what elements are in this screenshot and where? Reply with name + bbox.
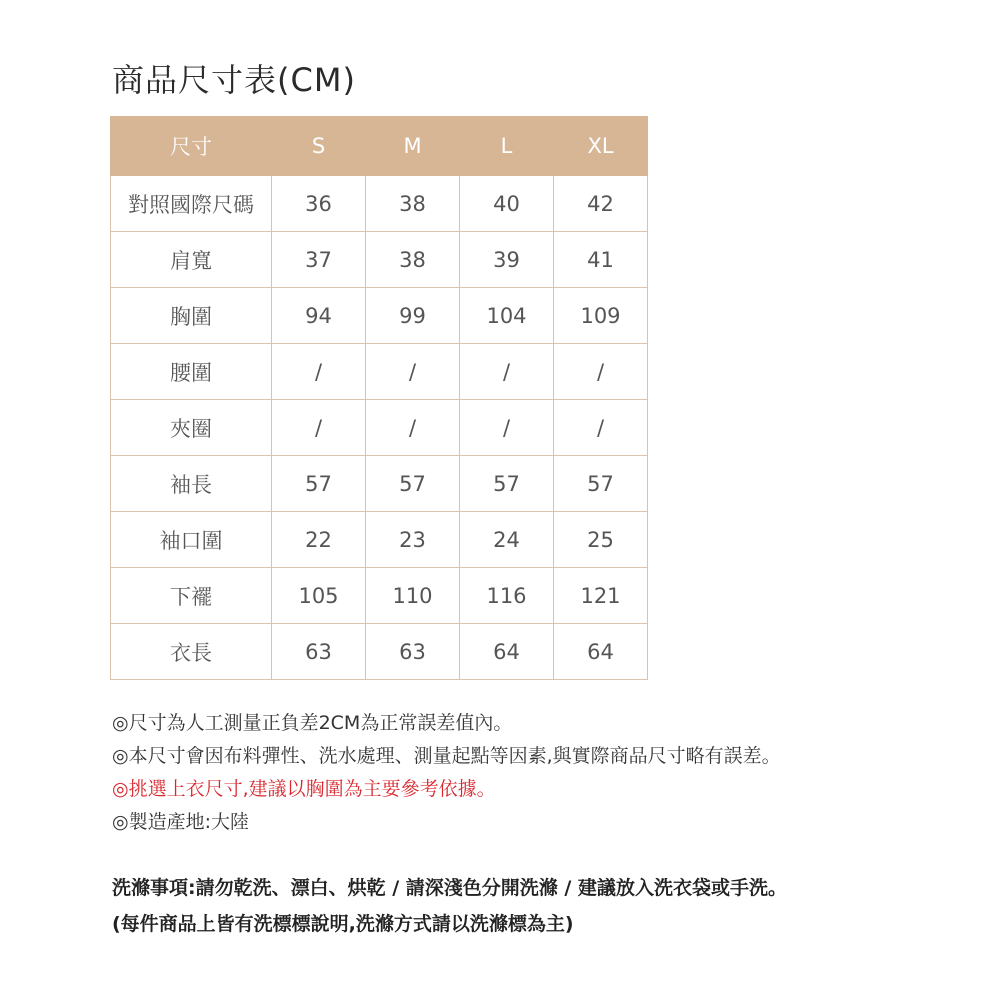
table-cell: 109 (554, 288, 648, 344)
table-row (111, 288, 648, 344)
note-origin: ◎製造產地:大陸 (112, 811, 249, 833)
table-cell: 64 (460, 624, 554, 680)
table-cell: / (460, 400, 554, 456)
table-row (111, 456, 648, 512)
table-cell: 57 (366, 456, 460, 512)
header-cell-size: 尺寸 (111, 117, 272, 176)
row-label: 袖口圍 (111, 512, 272, 568)
table-row (111, 232, 648, 288)
table-cell: 23 (366, 512, 460, 568)
table-cell: 94 (272, 288, 366, 344)
table-cell: 39 (460, 232, 554, 288)
header-cell-xl: XL (554, 117, 648, 176)
table-cell: / (366, 344, 460, 400)
table-cell: 40 (460, 176, 554, 232)
header-cell-l: L (460, 117, 554, 176)
table-header-row (111, 117, 648, 176)
note-size-variance: ◎本尺寸會因布料彈性、洗水處理、測量起點等因素,與實際商品尺寸略有誤差。 (112, 745, 781, 767)
table-row (111, 400, 648, 456)
note-measurement-tolerance: ◎尺寸為人工測量正負差2CM為正常誤差值內。 (112, 712, 513, 734)
table-cell: / (554, 400, 648, 456)
table-cell: 42 (554, 176, 648, 232)
care-instructions (112, 870, 992, 942)
table-cell: 121 (554, 568, 648, 624)
table-cell: 57 (554, 456, 648, 512)
table-cell: 38 (366, 176, 460, 232)
note-size-selection: ◎挑選上衣尺寸,建議以胸圍為主要參考依據。 (112, 778, 496, 800)
table-cell: 25 (554, 512, 648, 568)
table-cell: 38 (366, 232, 460, 288)
table-cell: 116 (460, 568, 554, 624)
row-label: 腰圍 (111, 344, 272, 400)
table-cell: / (460, 344, 554, 400)
table-cell: 41 (554, 232, 648, 288)
table-cell: 105 (272, 568, 366, 624)
table-row (111, 568, 648, 624)
care-line-note: (每件商品上皆有洗標標說明,洗滌方式請以洗滌標為主) (112, 913, 574, 935)
table-cell: 64 (554, 624, 648, 680)
table-cell: 63 (272, 624, 366, 680)
table-cell: 22 (272, 512, 366, 568)
table-cell: / (366, 400, 460, 456)
notes-section (112, 707, 992, 839)
size-table (110, 116, 648, 680)
table-row (111, 512, 648, 568)
row-label: 袖長 (111, 456, 272, 512)
header-cell-m: M (366, 117, 460, 176)
page-title: 商品尺寸表(CM) (112, 61, 356, 99)
row-label: 肩寬 (111, 232, 272, 288)
table-cell: / (554, 344, 648, 400)
row-label: 胸圍 (111, 288, 272, 344)
care-line-main: 洗滌事項:請勿乾洗、漂白、烘乾 / 請深淺色分開洗滌 / 建議放入洗衣袋或手洗。 (112, 877, 787, 899)
table-row (111, 624, 648, 680)
table-cell: 57 (272, 456, 366, 512)
header-cell-s: S (272, 117, 366, 176)
table-cell: 57 (460, 456, 554, 512)
table-cell: 110 (366, 568, 460, 624)
table-cell: / (272, 400, 366, 456)
table-row (111, 344, 648, 400)
row-label: 對照國際尺碼 (111, 176, 272, 232)
table-cell: 37 (272, 232, 366, 288)
table-cell: 63 (366, 624, 460, 680)
table-cell: 104 (460, 288, 554, 344)
table-cell: 24 (460, 512, 554, 568)
table-cell: 36 (272, 176, 366, 232)
row-label: 衣長 (111, 624, 272, 680)
table-cell: 99 (366, 288, 460, 344)
table-cell: / (272, 344, 366, 400)
table-row (111, 176, 648, 232)
row-label: 夾圈 (111, 400, 272, 456)
row-label: 下襬 (111, 568, 272, 624)
